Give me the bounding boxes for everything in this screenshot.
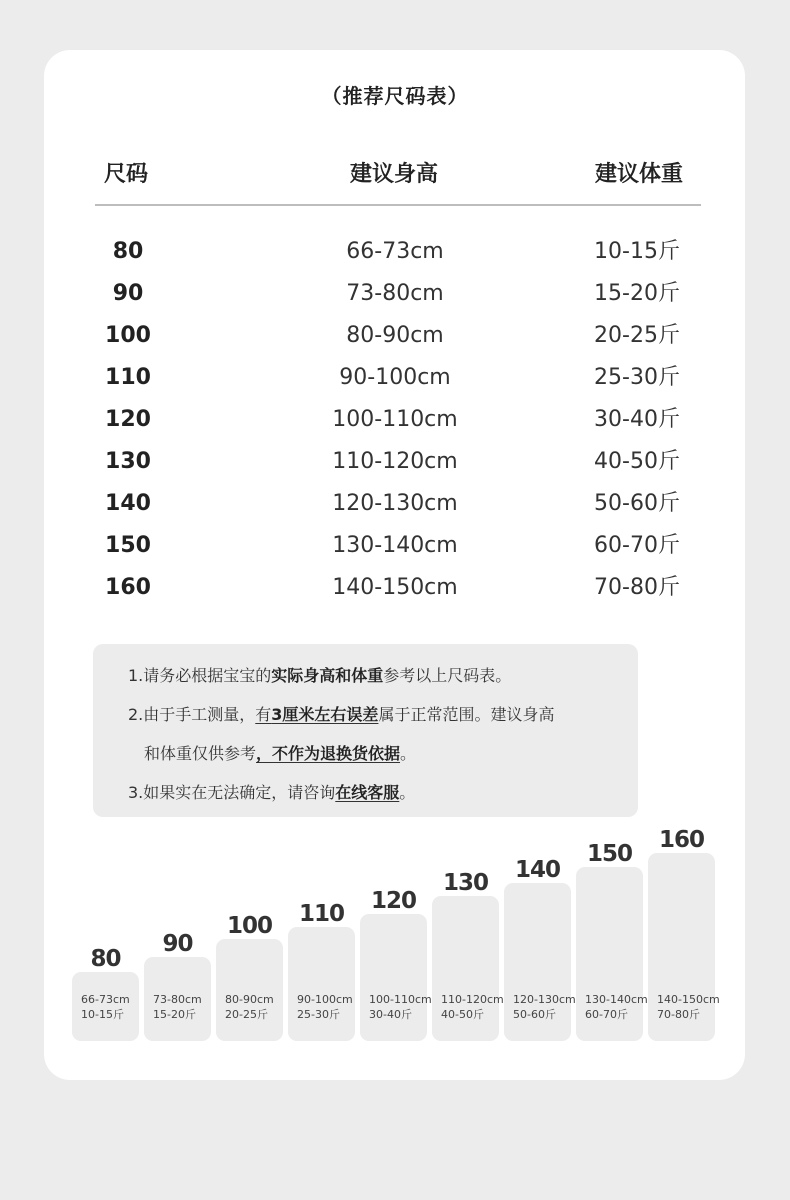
bar-size-label: 160 xyxy=(658,827,704,853)
note-2b-text: 和体重仅供参考 xyxy=(144,744,257,763)
note-1-emphasis: 实际身高和体重 xyxy=(271,666,384,685)
bar-height-range: 120-130cm xyxy=(513,993,576,1006)
cell-weight: 30-40斤 xyxy=(594,407,680,432)
bar-height-range: 90-100cm xyxy=(297,993,353,1006)
notes-box xyxy=(93,644,638,817)
cell-size: 150 xyxy=(105,533,151,558)
bar-caption xyxy=(225,992,274,1022)
cell-height: 100-110cm xyxy=(332,407,458,432)
cell-weight: 50-60斤 xyxy=(594,491,680,516)
cell-height: 110-120cm xyxy=(332,449,458,474)
cell-height: 130-140cm xyxy=(332,533,458,558)
size-bar xyxy=(504,883,576,1041)
cell-weight: 25-30斤 xyxy=(594,365,680,390)
bar-size-label: 150 xyxy=(586,841,632,867)
cell-size: 160 xyxy=(105,575,151,600)
size-bar xyxy=(144,957,211,1041)
note-2b-suffix: 。 xyxy=(400,744,417,763)
note-2 xyxy=(128,702,554,725)
note-2-suffix: 属于正常范围。建议身高 xyxy=(378,705,555,724)
bar-height-range: 110-120cm xyxy=(441,993,504,1006)
bar-height-range: 66-73cm xyxy=(81,993,130,1006)
bar-caption xyxy=(585,992,648,1022)
table-row xyxy=(0,447,790,489)
header-divider xyxy=(95,204,701,206)
bar-caption xyxy=(153,992,202,1022)
bar-height-range: 73-80cm xyxy=(153,993,202,1006)
bar-weight-range: 50-60斤 xyxy=(513,1008,556,1021)
note-3 xyxy=(128,780,415,803)
cell-weight: 10-15斤 xyxy=(594,239,680,264)
bar-height-range: 100-110cm xyxy=(369,993,432,1006)
table-row xyxy=(0,237,790,279)
cell-size: 90 xyxy=(112,281,144,306)
header-size: 尺码 xyxy=(104,162,149,187)
bar-weight-range: 10-15斤 xyxy=(81,1008,124,1021)
bar-size-label: 130 xyxy=(442,870,488,896)
note-3-suffix: 。 xyxy=(399,783,416,802)
note-1-text: 1.请务必根据宝宝的 xyxy=(128,666,272,685)
bar-caption xyxy=(513,992,576,1022)
cell-size: 100 xyxy=(105,323,151,348)
size-bar xyxy=(648,853,720,1041)
size-bar xyxy=(72,972,139,1041)
cell-height: 90-100cm xyxy=(339,365,451,390)
table-row xyxy=(0,531,790,573)
bar-weight-range: 70-80斤 xyxy=(657,1008,700,1021)
note-2-text: 2.由于手工测量， xyxy=(128,705,256,724)
note-2b-emphasis: ，不作为退换货依据 xyxy=(256,744,401,763)
bar-caption xyxy=(369,992,432,1022)
size-bar xyxy=(288,927,355,1041)
bar-weight-range: 30-40斤 xyxy=(369,1008,412,1021)
note-3-text: 3.如果实在无法确定，请咨询 xyxy=(128,783,336,802)
cell-height: 120-130cm xyxy=(332,491,458,516)
cell-height: 73-80cm xyxy=(346,281,444,306)
bar-size-label: 90 xyxy=(162,931,193,957)
bar-caption xyxy=(297,992,353,1022)
bar-caption xyxy=(81,992,130,1022)
size-bar xyxy=(576,867,648,1041)
note-2-continued xyxy=(144,741,416,764)
cell-weight: 70-80斤 xyxy=(594,575,680,600)
bar-size-label: 80 xyxy=(90,946,121,972)
size-bar xyxy=(432,896,504,1041)
table-row xyxy=(0,573,790,615)
cell-size: 140 xyxy=(105,491,151,516)
bar-size-label: 110 xyxy=(298,901,344,927)
bar-size-label: 100 xyxy=(226,913,272,939)
table-row xyxy=(0,405,790,447)
table-row xyxy=(0,363,790,405)
header-weight: 建议体重 xyxy=(595,162,684,187)
bar-height-range: 140-150cm xyxy=(657,993,720,1006)
table-row xyxy=(0,489,790,531)
cell-size: 110 xyxy=(105,365,151,390)
bar-caption xyxy=(657,992,720,1022)
size-bar xyxy=(360,914,432,1041)
table-row xyxy=(0,279,790,321)
cell-weight: 20-25斤 xyxy=(594,323,680,348)
cell-weight: 15-20斤 xyxy=(594,281,680,306)
bar-weight-range: 40-50斤 xyxy=(441,1008,484,1021)
size-bar xyxy=(216,939,283,1041)
note-2-underline: 有 xyxy=(255,705,272,724)
note-1-suffix: 参考以上尺码表。 xyxy=(383,666,512,685)
cell-size: 80 xyxy=(112,239,144,264)
bar-size-label: 120 xyxy=(370,888,416,914)
note-3-emphasis: 在线客服 xyxy=(335,783,400,802)
cell-height: 66-73cm xyxy=(346,239,444,264)
note-2-emphasis: 3厘米左右误差 xyxy=(271,705,379,724)
cell-height: 80-90cm xyxy=(346,323,444,348)
bar-size-label: 140 xyxy=(514,857,560,883)
bar-weight-range: 20-25斤 xyxy=(225,1008,268,1021)
cell-size: 120 xyxy=(105,407,151,432)
cell-weight: 40-50斤 xyxy=(594,449,680,474)
bar-weight-range: 60-70斤 xyxy=(585,1008,628,1021)
bar-height-range: 130-140cm xyxy=(585,993,648,1006)
bar-weight-range: 25-30斤 xyxy=(297,1008,340,1021)
cell-weight: 60-70斤 xyxy=(594,533,680,558)
header-height: 建议身高 xyxy=(350,162,439,187)
table-row xyxy=(0,321,790,363)
note-1 xyxy=(128,663,511,686)
bar-height-range: 80-90cm xyxy=(225,993,274,1006)
cell-size: 130 xyxy=(105,449,151,474)
cell-height: 140-150cm xyxy=(332,575,458,600)
bar-weight-range: 15-20斤 xyxy=(153,1008,196,1021)
page-title: （推荐尺码表） xyxy=(321,84,469,108)
bar-caption xyxy=(441,992,504,1022)
